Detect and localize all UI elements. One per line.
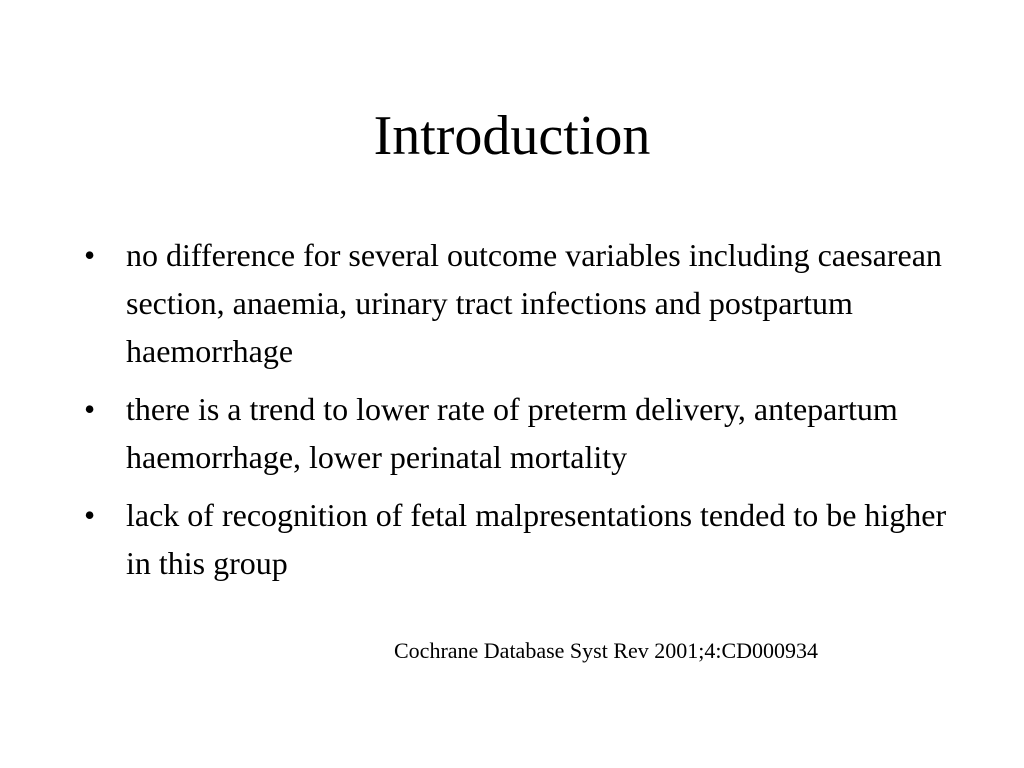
bullet-marker: • (84, 391, 96, 427)
bullet-marker: • (84, 237, 96, 273)
bullet-text: there is a trend to lower rate of preterm delivery, antepartum haemorrhage, lower perinatal mortality (126, 391, 898, 475)
bullet-item (84, 385, 954, 481)
bullet-item (84, 491, 954, 587)
bullet-item (84, 231, 954, 375)
bullet-text: no difference for several outcome variables including caesarean section, anaemia, urinary tract infections and postpartum haemorrhage (126, 237, 942, 369)
bullet-text: lack of recognition of fetal malpresentations tended to be higher in this group (126, 497, 947, 581)
slide-title: Introduction (373, 105, 651, 167)
citation: Cochrane Database Syst Rev 2001;4:CD000934 (394, 638, 819, 663)
bullet-marker: • (84, 497, 96, 533)
bullet-list (84, 231, 954, 597)
